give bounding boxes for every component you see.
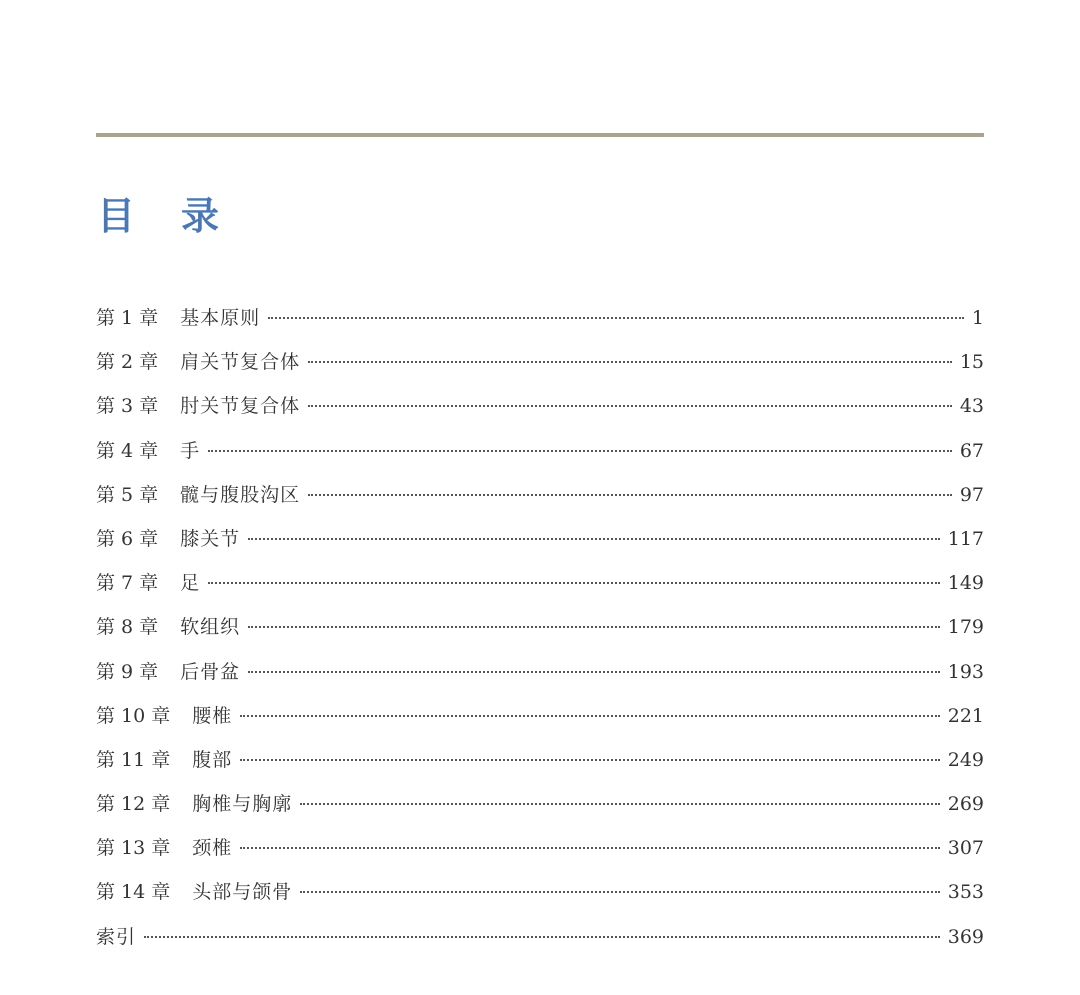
toc-chapter-title: 肩关节复合体 — [180, 351, 301, 374]
toc-chapter-title: 腹部 — [192, 748, 233, 771]
toc-page-number: 179 — [947, 616, 984, 639]
toc-chapter-title: 足 — [180, 572, 201, 595]
top-divider-rule — [96, 133, 984, 137]
toc-page-number: 67 — [959, 439, 984, 462]
toc-dot-leader — [308, 361, 952, 363]
toc-chapter-title: 颈椎 — [192, 837, 233, 860]
toc-dot-leader — [208, 450, 952, 452]
toc-dot-leader — [240, 759, 939, 761]
toc-page-number: 15 — [959, 351, 984, 374]
toc-chapter-number: 第 8 章 — [96, 616, 159, 639]
toc-dot-leader — [248, 671, 940, 673]
toc-dot-leader — [144, 936, 940, 938]
toc-entry[interactable] — [96, 826, 984, 870]
toc-chapter-number: 第 6 章 — [96, 527, 159, 550]
toc-dot-leader — [248, 626, 940, 628]
toc-entry[interactable] — [96, 870, 984, 914]
toc-entry[interactable] — [96, 473, 984, 517]
toc-chapter-number: 第 5 章 — [96, 483, 159, 506]
toc-dot-leader — [240, 847, 939, 849]
toc-entry[interactable] — [96, 738, 984, 782]
table-of-contents — [96, 296, 984, 959]
toc-page-number: 369 — [947, 925, 984, 948]
toc-chapter-number: 第 13 章 — [96, 837, 171, 860]
toc-page-number: 221 — [947, 704, 984, 727]
toc-entry[interactable] — [96, 517, 984, 561]
toc-chapter-title: 膝关节 — [180, 527, 241, 550]
toc-page-number: 97 — [959, 483, 984, 506]
toc-chapter-number: 第 12 章 — [96, 793, 171, 816]
toc-entry[interactable] — [96, 384, 984, 428]
toc-chapter-number: 第 2 章 — [96, 351, 159, 374]
toc-chapter-title: 胸椎与胸廓 — [192, 793, 293, 816]
toc-entry[interactable] — [96, 782, 984, 826]
toc-entry[interactable] — [96, 650, 984, 694]
toc-chapter-number: 第 7 章 — [96, 572, 159, 595]
toc-chapter-number: 第 11 章 — [96, 748, 171, 771]
toc-page-number: 193 — [947, 660, 984, 683]
toc-chapter-number: 第 3 章 — [96, 395, 159, 418]
toc-page-number: 149 — [947, 572, 984, 595]
toc-page-number: 269 — [947, 793, 984, 816]
toc-chapter-title: 基本原则 — [180, 307, 261, 329]
page-title: 目录 — [97, 194, 266, 238]
toc-dot-leader — [248, 538, 940, 540]
toc-chapter-title: 手 — [180, 439, 201, 462]
toc-entry[interactable] — [96, 694, 984, 738]
toc-chapter-title: 头部与颌骨 — [192, 881, 293, 904]
toc-entry[interactable] — [96, 561, 984, 605]
toc-chapter-title: 肘关节复合体 — [180, 395, 301, 418]
toc-chapter-number: 第 1 章 — [96, 307, 159, 329]
toc-entry-index[interactable] — [96, 915, 984, 959]
toc-dot-leader — [240, 715, 939, 717]
toc-chapter-title: 髋与腹股沟区 — [180, 483, 301, 506]
toc-chapter-title: 腰椎 — [192, 704, 233, 727]
toc-chapter-number: 第 4 章 — [96, 439, 159, 462]
toc-dot-leader — [268, 317, 964, 319]
toc-page-number: 117 — [947, 527, 984, 550]
toc-dot-leader — [300, 803, 939, 805]
toc-chapter-title: 后骨盆 — [180, 660, 241, 683]
toc-page-number: 249 — [947, 748, 984, 771]
toc-dot-leader — [300, 891, 939, 893]
toc-entry[interactable] — [96, 605, 984, 649]
toc-dot-leader — [308, 405, 952, 407]
toc-page-number: 353 — [947, 881, 984, 904]
toc-page-number: 43 — [959, 395, 984, 418]
toc-dot-leader — [208, 582, 940, 584]
toc-entry[interactable] — [96, 429, 984, 473]
toc-entry[interactable] — [96, 340, 984, 384]
toc-page-number: 1 — [971, 307, 984, 329]
toc-entry[interactable] — [96, 296, 984, 340]
toc-dot-leader — [308, 494, 952, 496]
toc-chapter-number: 第 10 章 — [96, 704, 171, 727]
toc-chapter-number: 第 14 章 — [96, 881, 171, 904]
toc-index-title: 索引 — [96, 925, 137, 948]
toc-chapter-title: 软组织 — [180, 616, 241, 639]
toc-page-number: 307 — [947, 837, 984, 860]
toc-chapter-number: 第 9 章 — [96, 660, 159, 683]
